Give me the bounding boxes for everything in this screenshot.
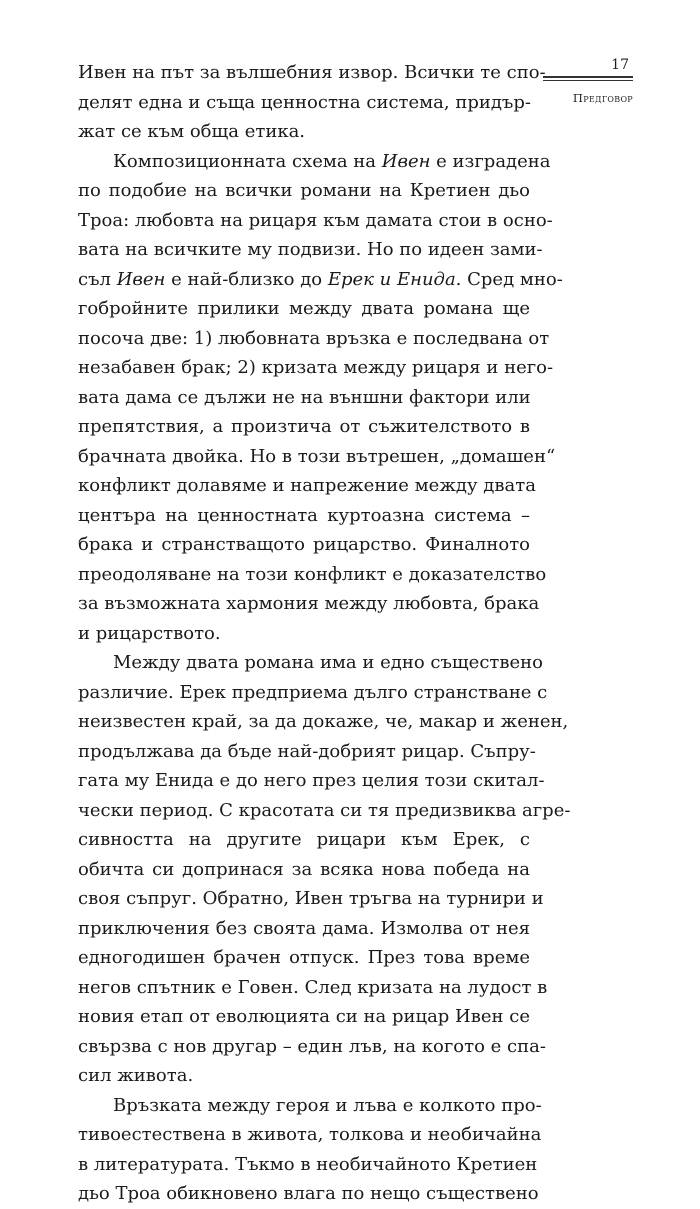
text-line: Между двата романа има и едно съществено [113,652,543,673]
text-line: Връзката между героя и лъва е колкото про- [113,1094,542,1116]
text-line: неизвестен край, за да докаже, че, макар и женен, [78,711,569,732]
text-line: вата на всичките му подвизи. Но по идеен зами- [78,239,543,260]
text-line: вата дама се дължи не на външни фактори или [78,386,531,408]
text-line: центъра на ценностната куртоазна система – [78,504,530,526]
text-line: свързва с нов другар – един лъв, на когото е спа- [78,1035,546,1057]
text-line: брачната двойка. Но в този вътрешен, „домашен“ [78,445,556,467]
text-line: и рицарството. [78,622,221,644]
header-rule-thin [543,80,633,81]
text-line: незабавен брак; 2) кризата между рицаря и него- [78,357,554,378]
text-line: в литературата. Тъкмо в необичайното Кретиен [78,1153,538,1175]
text-line: Ивен на път за вълшебния извор. Всички те спо- [78,62,546,83]
text-line: дьо Троа обикновено влага по нещо съществено [78,1183,539,1204]
header-rule-thick [543,76,633,78]
text-line: тивоестествена в живота, толкова и необичайна [78,1124,542,1145]
text-line: гобройните прилики между двата романа ще [78,298,530,319]
text-line: новия етап от еволюцията си на рицар Ивен се [78,1006,530,1027]
text-line: за възможната хармония между любовта, брака [78,593,540,614]
text-line: чески период. С красотата си тя предизвиква агре- [78,799,571,821]
text-line: едногодишен брачен отпуск. През това време [78,947,530,968]
text-line: Композиционната схема на Ивен е изградена [113,150,551,172]
text-line: препятствия, а произтича от съжителството в [78,416,530,437]
text-line: преодоляване на този конфликт е доказателство [78,563,547,585]
body-text [78,58,571,1209]
text-line: Троа: любовта на рицаря към дамата стои в осно- [78,209,553,231]
text-line: жат се към обща етика. [78,121,306,142]
text-line: по подобие на всички романи на Кретиен дьо [78,180,530,201]
text-line: приключения без своята дама. Измолва от нея [78,917,530,939]
text-line: сил живота. [78,1065,194,1086]
text-line: брака и странстващото рицарство. Финалното [78,534,530,555]
text-line: своя съпруг. Обратно, Ивен тръгва на турнири и [78,888,544,909]
text-line: делят една и съща ценностна система, придър- [78,91,531,113]
text-line: негов спътник е Говен. След кризата на лудост в [78,976,548,998]
page-number: 17 [611,57,629,73]
text-line: съл Ивен е най-близко до Ерек и Енида. Сред мно- [78,268,563,290]
text-line: сивността на другите рицари към Ерек, с [78,829,530,850]
italic-title: Ерек и Енида. [327,268,462,290]
italic-title: Ивен [381,150,431,172]
italic-title: Ивен [116,268,166,290]
text-line: продължава да бъде най-добрият рицар. Съпру- [78,740,536,762]
text-line: посоча две: 1) любовната връзка е последвана от [78,327,550,349]
text-line: конфликт долавяме и напрежение между двата [78,475,536,496]
text-line: гата му Енида е до него през целия този скитал- [78,770,545,791]
text-line: различие. Ерек предприема дълго странстване с [78,681,548,703]
page-header [543,56,633,105]
text-line: обичта си допринася за всяка нова победа на [78,858,530,880]
running-head: Предговор [572,91,633,105]
